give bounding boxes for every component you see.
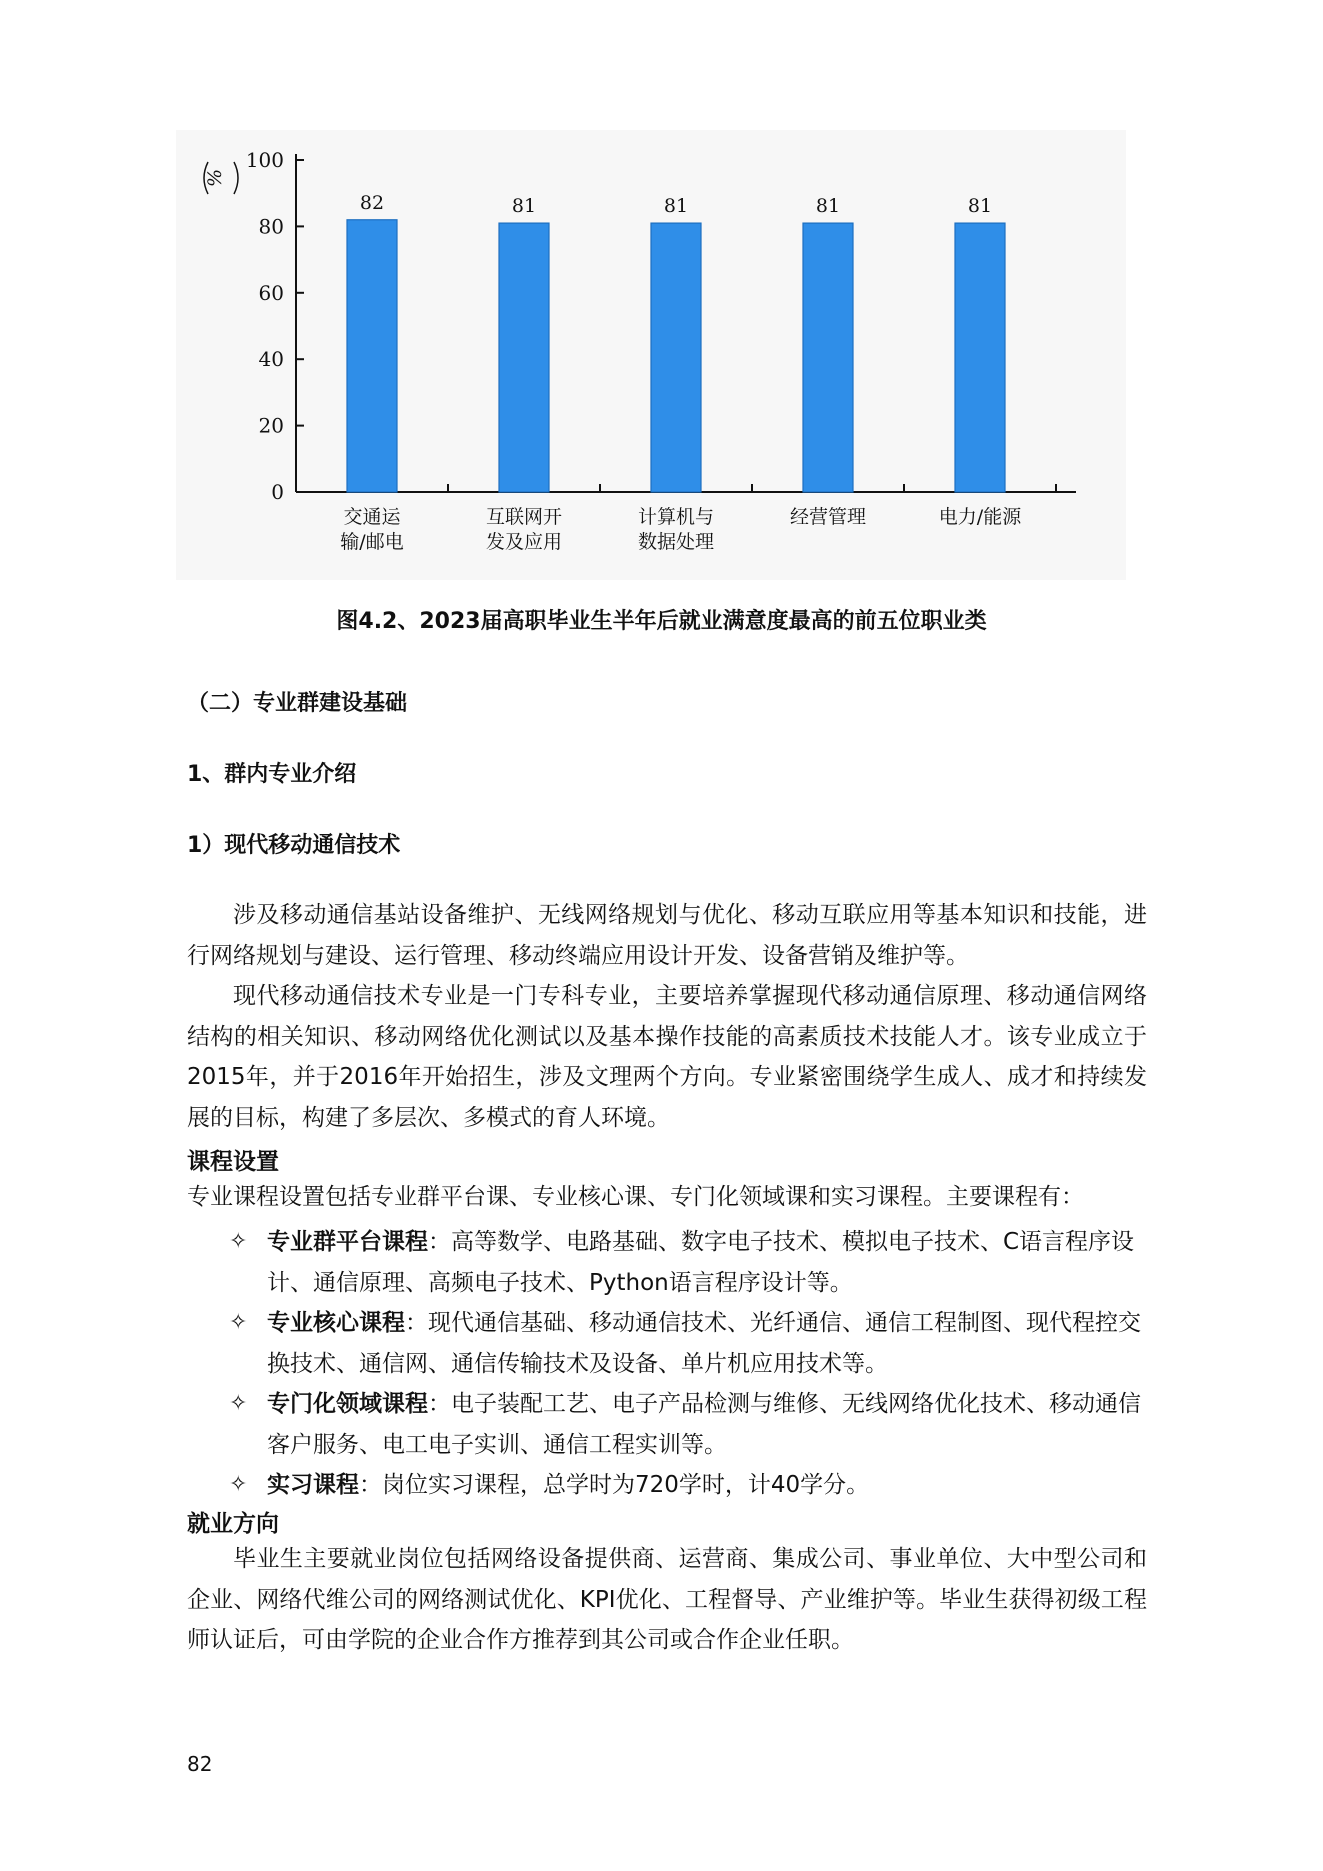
x-tick-label: 互联网开	[485, 506, 563, 528]
x-tick-label: 电力/能源	[938, 506, 1022, 528]
diamond-star-icon: ✧	[229, 1391, 248, 1416]
y-tick-label: 0	[271, 480, 284, 504]
courses-heading: 课程设置	[187, 1149, 279, 1175]
course-term: 专业核心课程	[267, 1310, 405, 1336]
diamond-star-icon: ✧	[229, 1229, 248, 1254]
employment-paragraph: 毕业生主要就业岗位包括网络设备提供商、运营商、集成公司、事业单位、大中型公司和企业、网络代维公司的网络测试优化、KPI优化、工程督导、产业维护等。毕业生获得初级工程师认证后，可由学院的企业合作方推荐到其公司或合作企业任职。	[187, 1546, 1147, 1653]
bar	[955, 223, 1005, 492]
bar-chart-figure	[176, 130, 1126, 580]
bar	[803, 223, 853, 492]
intro-paragraph-1: 涉及移动通信基站设备维护、无线网络规划与优化、移动互联应用等基本知识和技能，进行网络规划与建设、运行管理、移动终端应用设计开发、设备营销及维护等。	[187, 902, 1147, 969]
x-tick-label: 经营管理	[789, 506, 867, 528]
x-tick-label: 计算机与	[637, 506, 715, 528]
bar-value-label: 81	[815, 195, 841, 218]
course-term: 专门化领域课程	[267, 1391, 428, 1417]
course-item	[187, 1384, 1147, 1465]
intro-paragraph-2: 现代移动通信技术专业是一门专科专业，主要培养掌握现代移动通信原理、移动通信网络结构的相关知识、移动网络优化测试以及基本操作技能的高素质技术技能人才。该专业成立于2015年，并于2016年开始招生，涉及文理两个方向。专业紧密围绕学生成人、成才和持续发展的目标，构建了多层次、多模式的育人环境。	[187, 983, 1147, 1131]
course-item	[187, 1303, 1147, 1384]
course-term: 实习课程	[267, 1472, 359, 1498]
page-number: 82	[187, 1752, 213, 1776]
course-list	[187, 1222, 1147, 1506]
bar-value-label: 81	[511, 195, 537, 218]
bar-value-label: 81	[663, 195, 689, 218]
course-term: 专业群平台课程	[267, 1229, 428, 1255]
diamond-star-icon: ✧	[229, 1472, 248, 1497]
diamond-star-icon: ✧	[229, 1310, 248, 1335]
course-item	[187, 1465, 1147, 1506]
bar-value-label: 81	[967, 195, 993, 218]
y-tick-label: 40	[258, 347, 284, 372]
course-item	[187, 1222, 1147, 1303]
y-tick-label: 60	[258, 280, 284, 305]
course-desc: ：电子装配工艺、电子产品检测与维修、无线网络优化技术、移动通信客户服务、电工电子实训、通信工程实训等。	[267, 1391, 1141, 1458]
bar	[347, 220, 397, 492]
x-tick-label: 输/邮电	[340, 531, 404, 553]
course-desc: ：高等数学、电路基础、数字电子技术、模拟电子技术、C语言程序设计、通信原理、高频电子技术、Python语言程序设计等。	[267, 1229, 1135, 1296]
course-desc: ：现代通信基础、移动通信技术、光纤通信、通信工程制图、现代程控交换技术、通信网、通信传输技术及设备、单片机应用技术等。	[267, 1310, 1141, 1377]
y-tick-label: 20	[258, 413, 284, 438]
bar	[651, 223, 701, 492]
x-tick-label: 发及应用	[485, 531, 563, 553]
bar-value-label: 82	[359, 191, 385, 214]
x-tick-label: 数据处理	[637, 531, 715, 553]
employment-heading: 就业方向	[187, 1511, 279, 1537]
y-tick-label: 100	[245, 148, 284, 172]
section-heading: （二）专业群建设基础	[187, 691, 408, 716]
y-label-bracket-right	[234, 162, 238, 194]
course-desc: ：岗位实习课程，总学时为720学时，计40学分。	[359, 1472, 870, 1498]
bar	[499, 223, 549, 492]
x-tick-label: 交通运	[343, 506, 401, 528]
figure-caption: 图4.2、2023届高职毕业生半年后就业满意度最高的前五位职业类	[336, 609, 987, 634]
y-tick-label: 80	[258, 214, 284, 239]
y-axis-label: %	[204, 168, 226, 188]
major-title: 1）现代移动通信技术	[187, 833, 401, 858]
bar-chart	[176, 130, 1126, 580]
courses-intro: 专业课程设置包括专业群平台课、专业核心课、专门化领域课和实习课程。主要课程有：	[187, 1184, 1084, 1210]
subsection-heading: 1、群内专业介绍	[187, 762, 357, 787]
